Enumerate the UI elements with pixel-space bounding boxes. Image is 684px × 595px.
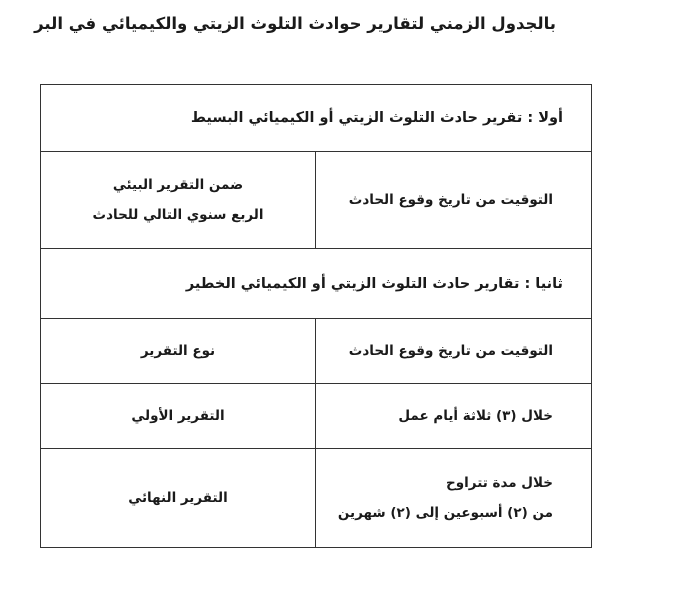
section-one-report-cell: [41, 152, 316, 249]
initial-report-timing: خلال (٣) ثلاثة أيام عمل: [398, 408, 553, 424]
final-report-label: التقرير النهائي: [128, 490, 228, 506]
section-two-header-row: [41, 319, 592, 384]
timing-label: التوقيت من تاريخ وقوع الحادث: [348, 192, 553, 208]
table-row: [41, 152, 592, 249]
report-line-2: الربع سنوي التالي للحادث: [92, 207, 264, 223]
final-report-timing-line-1: خلال مدة تتراوح: [446, 475, 553, 491]
incident-report-schedule-table: [40, 84, 592, 548]
report-type-header-label: نوع التقرير: [140, 343, 216, 359]
final-report-timing-cell: [316, 449, 592, 548]
document-title: بالجدول الزمني لتقارير حوادث التلوث الزيتي والكيميائي في البر: [34, 14, 556, 33]
table-row: [41, 449, 592, 548]
timing-header-cell: [316, 319, 592, 384]
section-one-heading-row: [41, 85, 592, 152]
report-type-header-cell: [41, 319, 316, 384]
table-row: [41, 384, 592, 449]
section-one-timing-cell: [316, 152, 592, 249]
initial-report-label: التقرير الأولي: [131, 408, 225, 424]
final-report-cell: [41, 449, 316, 548]
initial-report-timing-cell: [316, 384, 592, 449]
initial-report-cell: [41, 384, 316, 449]
section-one-heading: أولا : تقرير حادث التلوث الزيتي أو الكيميائي البسيط: [41, 85, 592, 152]
section-two-heading: ثانيا : تقارير حادث التلوث الزيتي أو الكيميائي الخطير: [41, 249, 592, 319]
report-line-1: ضمن التقرير البيئي: [112, 177, 244, 193]
final-report-timing-line-2: من (٢) أسبوعين إلى (٢) شهرين: [337, 505, 553, 521]
timing-header-label: التوقيت من تاريخ وقوع الحادث: [348, 343, 553, 359]
section-two-heading-row: [41, 249, 592, 319]
